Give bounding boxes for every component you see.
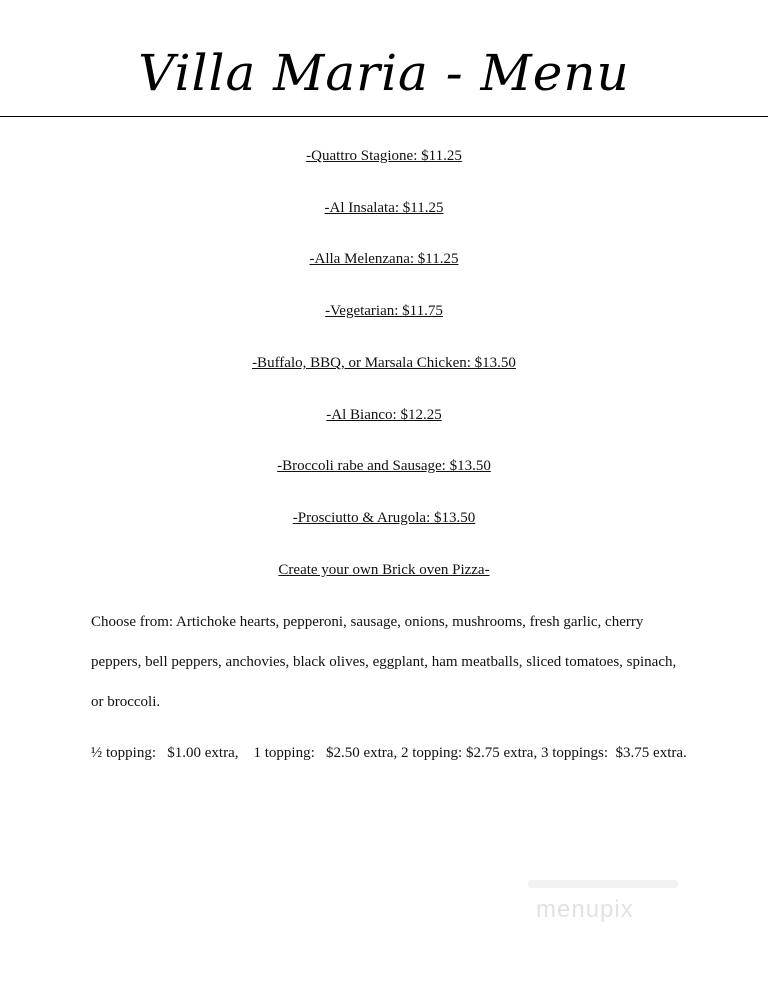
menu-title: Villa Maria - Menu [138,44,630,102]
toppings-line: peppers, bell peppers, anchovies, black olives, eggplant, ham meatballs, sliced tomatoes, spinach, [91,654,677,670]
toppings-line: Choose from: Artichoke hearts, pepperoni, sausage, onions, mushrooms, fresh garlic, cherry [91,614,644,630]
topping-pricing: ½ topping: $1.00 extra, 1 topping: $2.50 extra, 2 topping: $2.75 extra, 3 toppings: $3.75 extra. [91,745,687,761]
menu-item-broccoli-rabe: -Broccoli rabe and Sausage: $13.50 [277,458,491,474]
menu-item-prosciutto: -Prosciutto & Arugola: $13.50 [292,510,476,526]
watermark-logo: menupix [536,896,634,923]
menu-item-quattro-stagione: -Quattro Stagione: $11.25 [306,148,462,164]
watermark-bar [528,880,678,888]
watermark [528,874,688,934]
menu-item-al-bianco: -Al Bianco: $12.25 [326,407,442,423]
toppings-line: or broccoli. [91,694,161,710]
menu-item-al-insalata: -Al Insalata: $11.25 [324,200,444,216]
create-your-own-heading: Create your own Brick oven Pizza- [278,562,490,578]
title-divider [0,116,768,117]
menu-item-chicken: -Buffalo, BBQ, or Marsala Chicken: $13.50 [252,355,516,371]
menu-item-alla-melenzana: -Alla Melenzana: $11.25 [309,251,459,267]
toppings-paragraph [91,614,711,734]
menu-item-vegetarian: -Vegetarian: $11.75 [325,303,443,319]
